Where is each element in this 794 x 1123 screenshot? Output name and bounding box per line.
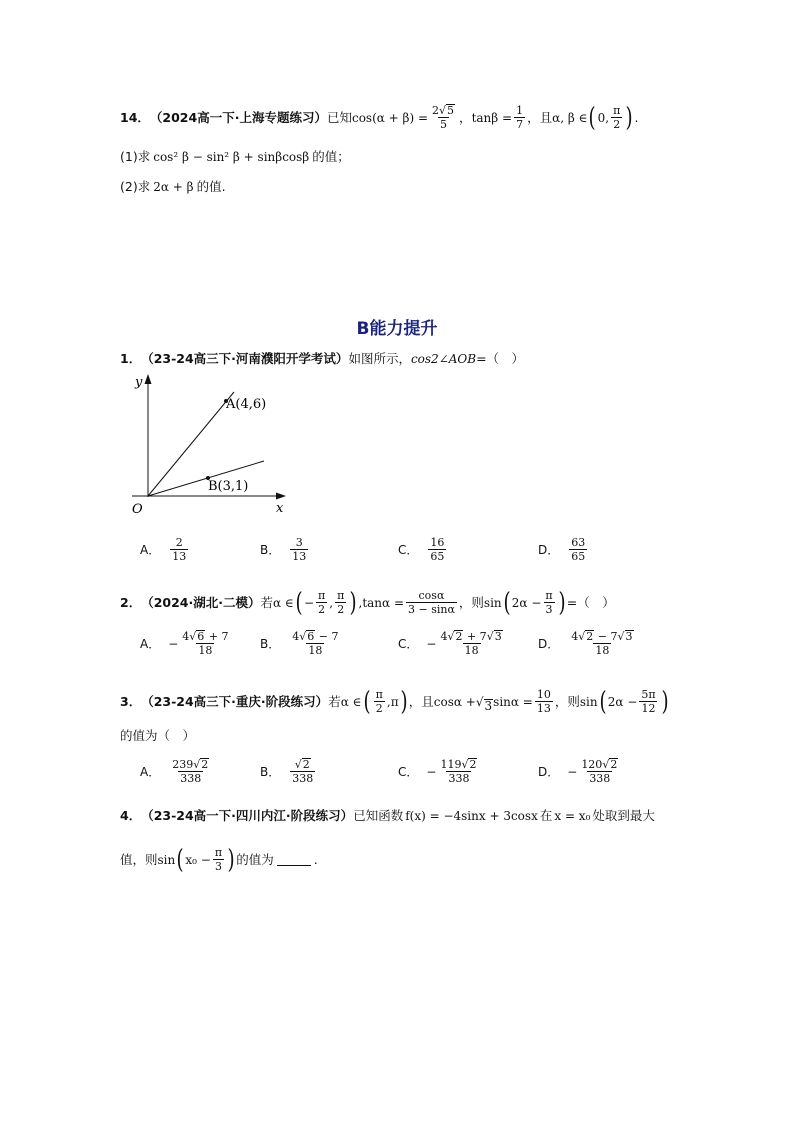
q3-cond-rad: 3 xyxy=(484,698,493,713)
q14-cos-expr: cos(α + β) = xyxy=(351,110,429,125)
q3-sin-num: 5π xyxy=(641,688,656,701)
q2-sin: sin xyxy=(483,595,502,610)
q1-text: 如图所示， xyxy=(348,351,411,366)
q1-expr: cos2∠AOB xyxy=(410,352,477,366)
q3-number: 3． xyxy=(120,693,142,709)
section-title: B能力提升 xyxy=(356,319,438,339)
q2-option-a[interactable]: A． − 4√ 6 + 7 18 xyxy=(140,630,229,657)
q14-part1 xyxy=(120,147,350,167)
q3-cond-den: 13 xyxy=(536,702,551,715)
option-num: 16 xyxy=(430,536,445,549)
q3-text-c: ，则 xyxy=(554,693,580,709)
q4-line2-b: 的值为 xyxy=(236,851,274,867)
y-axis-arrow xyxy=(145,374,152,384)
q4-sin-den: 3 xyxy=(214,860,222,873)
q14-tan-num: 1 xyxy=(516,104,524,117)
option-num-b: + 7 xyxy=(466,630,487,643)
q4-answer-blank[interactable] xyxy=(277,853,311,866)
q14-part2 xyxy=(120,177,226,197)
option-num-a: 4 xyxy=(182,630,190,643)
option-den: 65 xyxy=(430,550,445,563)
option-num-rad: 2 xyxy=(302,758,310,771)
q4-source: （23-24高一下·四川内江·阶段练习） xyxy=(141,808,354,823)
q2-int-r-num: π xyxy=(337,589,345,602)
option-num: 2 xyxy=(175,536,183,549)
option-num-rad: 6 xyxy=(197,630,205,643)
q4-line2-a: 值，则 xyxy=(120,851,158,867)
option-den: 13 xyxy=(172,550,187,563)
q2-option-d[interactable]: D． 4√ 2 − 7√ 3 18 xyxy=(538,630,633,657)
q2-number: 2． xyxy=(120,594,142,610)
option-sign: − xyxy=(426,764,437,779)
option-num-rad: 2 xyxy=(610,758,618,771)
q14-frac-rad: 5 xyxy=(447,104,455,117)
q4-line2: 值，则 sin ( x₀ − $\frac{\pi}{3}$ ) 的值为 . xyxy=(120,844,318,875)
q2-option-c[interactable]: C． − 4√ 2 + 7√ 3 18 xyxy=(398,630,502,657)
q2-int-l-num: π xyxy=(318,589,326,602)
q4-at: x = x₀ xyxy=(554,809,591,823)
q3-sin-den: 12 xyxy=(641,702,656,715)
option-den: 18 xyxy=(308,644,323,657)
q14-line1: 14． （2024高一下·上海专题练习） 已知 cos(α + β) = 2√ 5 5 ， tanβ = $\frac{1}{7}$ ，且 α, β ∈ ( 0, $\frac{\pi}{2}$ ) . xyxy=(120,102,639,133)
q3-cond: cosα + xyxy=(433,694,476,709)
option-label: C． xyxy=(398,765,419,779)
q3-source: （23-24高三下·重庆·阶段练习） xyxy=(141,693,329,709)
q14-cos-fraction: 2√ 5 5 xyxy=(432,104,455,131)
option-num-rad: 6 xyxy=(307,630,315,643)
option-num-a: 120 xyxy=(581,758,603,771)
q14-part2-expr: 2α + β xyxy=(153,180,194,194)
q14-text-a: 已知 xyxy=(326,109,352,125)
q2-tan-den: 3 − sinα xyxy=(408,603,455,616)
option-den: 338 xyxy=(180,772,202,785)
q2-sin-den: 3 xyxy=(545,603,553,616)
q14-part1-expr: cos² β − sin² β + sinβcosβ xyxy=(153,150,310,164)
q3-stem: 3． （23-24高三下·重庆·阶段练习） 若 α ∈ ( $\frac{\pi}{2}$ ,π ) ，且 cosα + √ 3 sinα = $\frac{10}{13}$ ，则 sin ( 2α − $\frac{5\pi}{12}$ ) xyxy=(120,686,669,717)
q1-source: （23-24高三下·河南濮阳开学考试） xyxy=(141,351,349,366)
q14-interval-den: 2 xyxy=(613,118,621,131)
q3-alpha-in: α ∈ xyxy=(340,694,362,709)
option-den: 18 xyxy=(198,644,213,657)
q2-option-b[interactable]: B． 4√ 6 − 7 18 xyxy=(260,630,339,657)
q1-option-d[interactable] xyxy=(538,536,589,563)
q14-interval-left: 0, xyxy=(597,110,610,125)
q14-text-b: ，且 xyxy=(527,109,553,125)
q14-frac-den: 5 xyxy=(440,118,448,131)
q3-option-a[interactable]: A． 239√ 2 338 xyxy=(140,758,209,785)
option-num-a: 4 xyxy=(571,630,579,643)
q4-number: 4． xyxy=(120,808,142,823)
q14-frac-coef: 2 xyxy=(432,104,440,117)
q2-tan-expr: ,tanα = xyxy=(358,595,404,610)
option-num-a: 239 xyxy=(172,758,194,771)
q2-alpha-in: α ∈ xyxy=(273,595,294,610)
q14-tan-den: 7 xyxy=(516,118,524,131)
q4-sin: sin xyxy=(157,852,176,867)
q3-option-c[interactable]: C． − 119√ 2 338 xyxy=(398,758,477,785)
option-num-b: − 7 xyxy=(597,630,618,643)
option-den: 18 xyxy=(595,644,610,657)
option-num-rad: 2 xyxy=(201,758,209,771)
x-axis-label: x xyxy=(276,501,284,516)
point-b-label: B(3,1) xyxy=(208,479,249,494)
q2-tail: =（ ） xyxy=(566,594,615,610)
q3-option-d[interactable]: D． − 120√ 2 338 xyxy=(538,758,618,785)
x-axis-arrow xyxy=(276,493,286,500)
q14-interval-fraction xyxy=(611,104,622,131)
option-den: 338 xyxy=(292,772,314,785)
q14-tan-expr: tanβ = xyxy=(471,110,513,125)
option-num-rad2: 3 xyxy=(625,630,633,643)
q3-sin-inner: 2α − xyxy=(607,694,638,709)
q14-sep: ， xyxy=(459,109,472,125)
y-axis-label: y xyxy=(135,375,143,390)
option-num-b: − 7 xyxy=(318,630,339,643)
q4-sin-num: π xyxy=(214,846,223,859)
q1-stem xyxy=(120,349,524,369)
q4-text-b: 在 xyxy=(539,808,553,823)
option-den: 338 xyxy=(448,772,470,785)
option-label: D． xyxy=(538,637,560,651)
option-den: 65 xyxy=(571,550,586,563)
q3-int-right: ,π xyxy=(386,694,399,709)
q3-text-b: ，且 xyxy=(408,693,434,709)
q4-end: . xyxy=(313,851,318,867)
option-num-a: 4 xyxy=(292,630,300,643)
option-num-rad2: 3 xyxy=(494,630,502,643)
option-sign: − xyxy=(567,764,578,779)
option-label: B． xyxy=(260,765,281,779)
option-label: D． xyxy=(538,543,560,557)
q14-tan-fraction xyxy=(514,104,525,131)
q3-option-b[interactable]: B． √ 2 338 xyxy=(260,758,314,785)
q3-int-den: 2 xyxy=(375,702,383,715)
q2-source: （2024·湖北·二模） xyxy=(141,594,261,610)
option-label: C． xyxy=(398,543,419,557)
q1-option-a[interactable] xyxy=(140,536,190,563)
point-a-label: A(4,6) xyxy=(226,397,267,412)
option-label: B． xyxy=(260,637,281,651)
option-sign: − xyxy=(168,636,179,651)
q2-sin-num: π xyxy=(545,589,553,602)
q4-text-a: 已知函数 xyxy=(353,808,404,823)
q2-stem: 2． （2024·湖北·二模） 若 α ∈ ( − $\frac{\pi}{2}$ , $\frac{\pi}{2}$ ) ,tanα = $\frac{\cos\alpha}{3 - \sin\alpha}$ ，则 sin ( 2α − $\frac{\pi}{3}$ ) =（ ） xyxy=(120,587,615,618)
q14-part2-label: (2)求 xyxy=(120,179,151,194)
q1-coordinate-graph xyxy=(118,372,298,522)
q2-text-a: 若 xyxy=(260,594,274,610)
option-label: C． xyxy=(398,637,419,651)
option-num: 3 xyxy=(295,536,303,549)
q2-int-r-den: 2 xyxy=(337,603,345,616)
q1-option-b[interactable] xyxy=(260,536,310,563)
q14-end: . xyxy=(634,109,639,125)
q2-sin-inner: 2α − xyxy=(511,595,542,610)
q3-text-a: 若 xyxy=(328,693,341,709)
q2-int-l-den: 2 xyxy=(318,603,326,616)
q1-tail: =（ ） xyxy=(476,351,525,366)
option-label: A． xyxy=(140,543,161,557)
q3-int-num: π xyxy=(375,688,383,701)
option-label: A． xyxy=(140,765,161,779)
q3-cond-num: 10 xyxy=(536,688,551,701)
option-label: B． xyxy=(260,543,281,557)
q4-func: f(x) = −4sinx + 3cosx xyxy=(405,809,538,823)
option-label: A． xyxy=(140,637,161,651)
q1-option-c[interactable] xyxy=(398,536,448,563)
option-num-a: 4 xyxy=(440,630,448,643)
q1-number: 1． xyxy=(120,351,142,366)
q14-number: 14． xyxy=(120,109,150,125)
q4-stem xyxy=(120,806,655,826)
q14-part1-label: (1)求 xyxy=(120,149,151,164)
origin-label: O xyxy=(132,502,143,517)
option-num-b: + 7 xyxy=(208,630,229,643)
q14-interval-num: π xyxy=(613,104,621,117)
option-label: D． xyxy=(538,765,560,779)
q3-sin: sin xyxy=(579,694,598,709)
q14-part2-end: 的值. xyxy=(196,179,226,194)
q14-ab-in: α, β ∈ xyxy=(552,110,588,125)
option-num-a: 119 xyxy=(440,758,462,771)
q3-line2: 的值为（ ） xyxy=(120,728,196,743)
q4-sin-inner: x₀ − xyxy=(185,852,211,867)
q4-text-c: 处取到最大 xyxy=(592,808,655,823)
option-den: 338 xyxy=(589,772,611,785)
q2-tan-num: cosα xyxy=(418,589,445,602)
q2-text-b: ，则 xyxy=(458,594,484,610)
option-num: 63 xyxy=(571,536,586,549)
option-num-rad: 2 xyxy=(586,630,594,643)
option-num-rad: 2 xyxy=(455,630,463,643)
option-den: 13 xyxy=(292,550,307,563)
option-num-rad: 2 xyxy=(469,758,477,771)
q3-cond-tail: sinα = xyxy=(493,694,533,709)
option-sign: − xyxy=(426,636,437,651)
q14-part1-end: 的值； xyxy=(312,149,350,164)
option-den: 18 xyxy=(464,644,479,657)
q14-source: （2024高一下·上海专题练习） xyxy=(149,109,327,125)
